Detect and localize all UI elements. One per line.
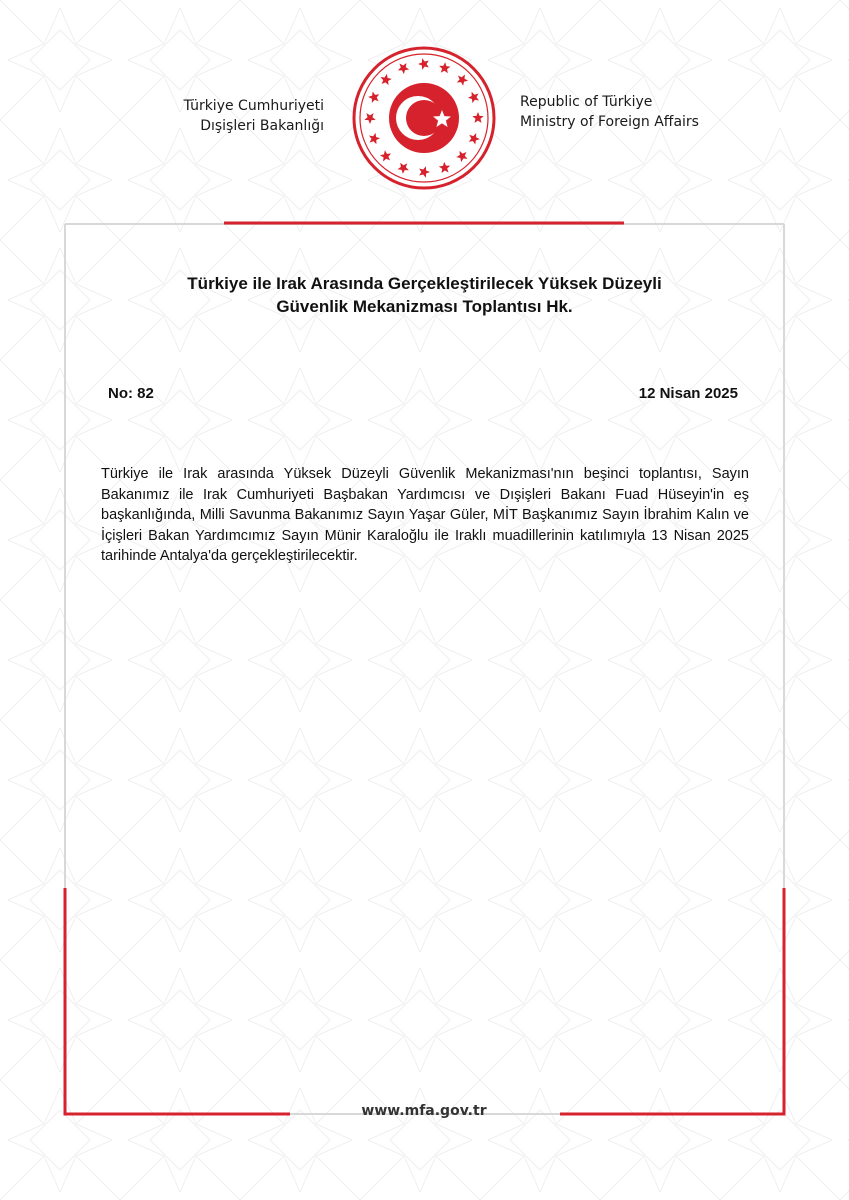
header-left-line1: Türkiye Cumhuriyeti	[183, 98, 324, 114]
header-left-line2: Dışişleri Bakanlığı	[200, 118, 324, 134]
page-title	[100, 272, 749, 318]
header-right-line1: Republic of Türkiye	[520, 94, 653, 110]
title-line-2: Güvenlik Mekanizması Toplantısı Hk.	[276, 297, 573, 316]
ministry-name-english	[520, 92, 760, 132]
header-right-line2: Ministry of Foreign Affairs	[520, 114, 699, 130]
document-number: No: 82	[108, 385, 154, 402]
ministry-name-turkish	[150, 96, 324, 136]
document-date: 12 Nisan 2025	[638, 385, 738, 402]
title-line-1: Türkiye ile Irak Arasında Gerçekleştirilecek Yüksek Düzeyli	[187, 274, 662, 293]
ministry-seal-icon	[350, 44, 498, 192]
press-release-body: Türkiye ile Irak arasında Yüksek Düzeyli Güvenlik Mekanizması'nın beşinci toplantısı, Sayın Bakanımız ile Irak Cumhuriyeti Başbakan Yardımcısı ve Dışişleri Bakanı Fuad Hüseyin'in eş başkanlığında, Milli Savunma Bakanımız Sayın Yaşar Güler, MİT Başkanımız Sayın İbrahim Kalın ve İçişleri Bakan Yardımcımız Sayın Münir Karaloğlu ile Iraklı muadillerinin katılımıyla 13 Nisan 2025 tarihinde Antalya'da gerçekleştirilecektir.	[101, 466, 749, 564]
footer-website-link[interactable]: www.mfa.gov.tr	[361, 1103, 487, 1119]
